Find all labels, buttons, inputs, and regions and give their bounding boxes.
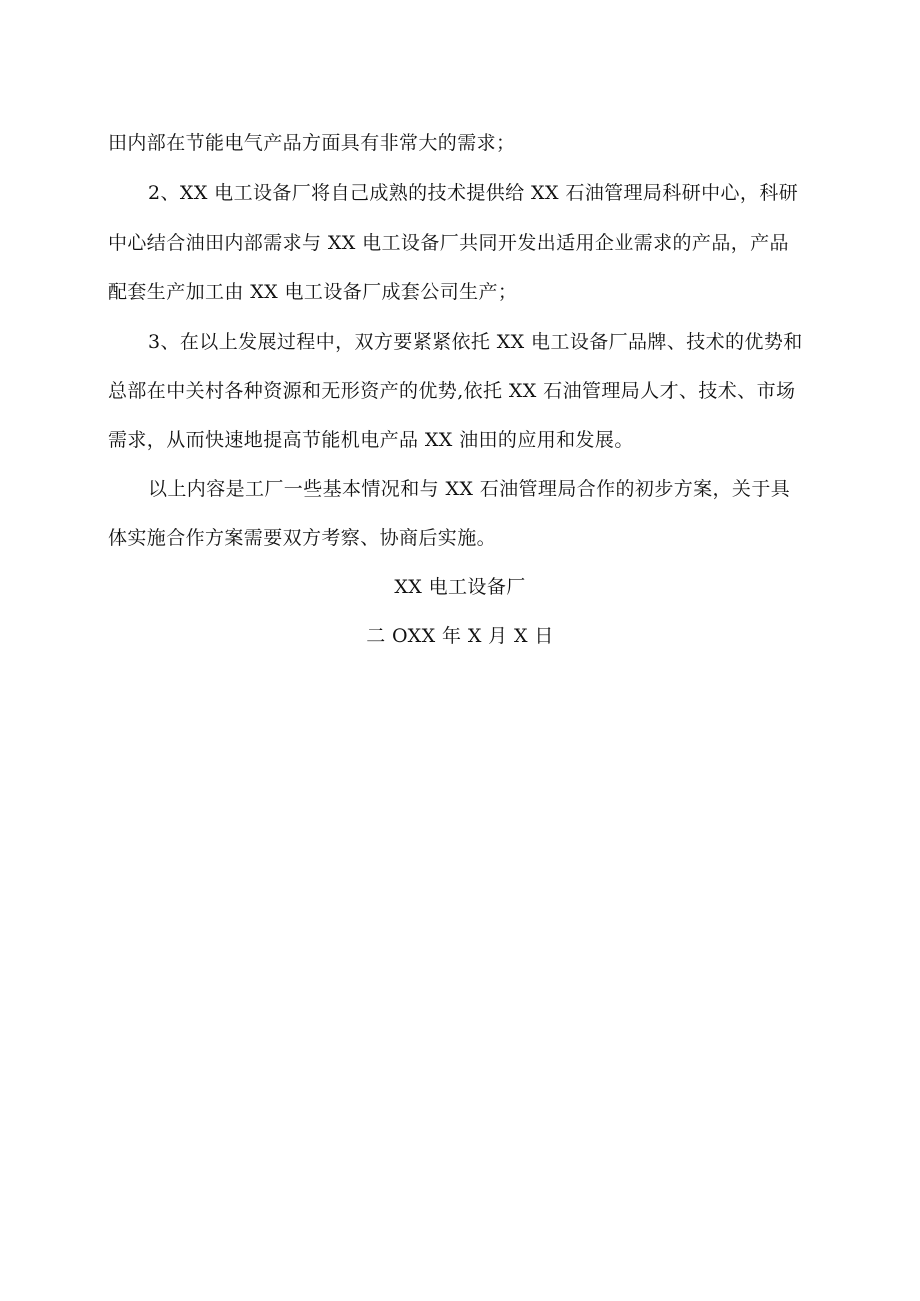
date: 二 OXX 年 X 月 X 日: [366, 625, 554, 647]
paragraph-line: 田内部在节能电气产品方面具有非常大的需求；: [108, 132, 516, 154]
signature: XX 电工设备厂: [394, 576, 526, 598]
paragraph-line: 3、在以上发展过程中，双方要紧紧依托 XX 电工设备厂品牌、技术的优势和: [148, 331, 803, 353]
paragraph-line: 2、XX 电工设备厂将自己成熟的技术提供给 XX 石油管理局科研中心，科研: [148, 182, 799, 204]
paragraph-line: 以上内容是工厂一些基本情况和与 XX 石油管理局合作的初步方案，关于具: [148, 478, 791, 500]
paragraph-line: 配套生产加工由 XX 电工设备厂成套公司生产；: [108, 281, 518, 303]
paragraph-line: 中心结合油田内部需求与 XX 电工设备厂共同开发出适用企业需求的产品，产品: [108, 232, 789, 254]
paragraph-line: 总部在中关村各种资源和无形资产的优势,依托 XX 石油管理局人才、技术、市场: [108, 380, 796, 402]
paragraph-line: 体实施合作方案需要双方考察、协商后实施。: [108, 527, 497, 549]
paragraph-line: 需求，从而快速地提高节能机电产品 XX 油田的应用和发展。: [108, 429, 634, 451]
